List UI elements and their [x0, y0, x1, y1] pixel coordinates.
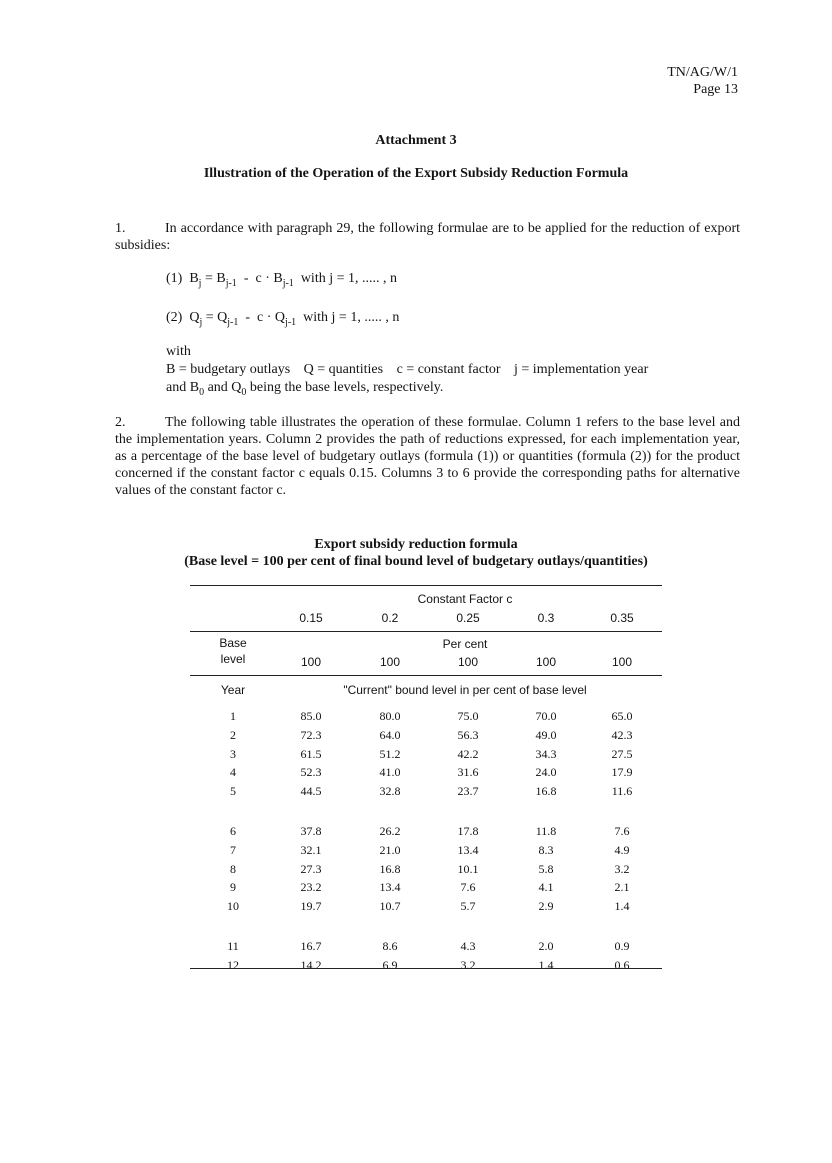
factor-header-cell: 0.3 — [537, 611, 555, 625]
paragraph-number: 2. — [115, 415, 126, 430]
value-cell: 42.2 — [457, 746, 479, 761]
base-value-cell: 100 — [611, 655, 633, 669]
value-cell: 56.3 — [457, 727, 479, 742]
value-cell: 8.3 — [538, 842, 554, 857]
value-cell: 2.0 — [538, 939, 554, 953]
document-reference: TN/AG/W/1 — [667, 65, 738, 80]
current-level-header: "Current" bound level in per cent of base level — [343, 683, 587, 697]
base-value-cell: 100 — [535, 655, 557, 669]
value-cell: 11.6 — [611, 784, 633, 799]
base-value-cell: 100 — [379, 655, 401, 669]
paragraph-2 — [115, 414, 740, 499]
per-cent-label: Per cent — [442, 637, 488, 651]
with-label: with — [166, 344, 191, 359]
value-cell: 17.9 — [611, 765, 633, 780]
value-cell: 1.4 — [614, 899, 630, 914]
value-cell: 49.0 — [535, 727, 557, 742]
value-cell: 0.9 — [614, 939, 630, 953]
constant-factor-header: Constant Factor c — [417, 592, 513, 606]
formula-1: (1) $B_j = B_{j-1} - c \cdot B_{j-1}$ with j = 1, ..... , n — [166, 271, 397, 289]
table-top-rule — [190, 585, 662, 586]
year-cell: 11 — [227, 939, 239, 953]
value-cell: 14.2 — [300, 957, 322, 972]
definitions-block — [166, 343, 648, 402]
value-cell: 23.2 — [300, 880, 322, 895]
value-cell: 5.8 — [538, 861, 554, 876]
year-cell: 7 — [230, 842, 236, 857]
value-cell: 44.5 — [300, 784, 322, 799]
factor-header-cell: 0.25 — [456, 611, 480, 625]
year-cell: 3 — [230, 746, 236, 761]
value-cell: 8.6 — [382, 939, 398, 953]
value-cell: 32.8 — [379, 784, 401, 799]
value-cell: 10.1 — [457, 861, 479, 876]
value-cell: 0.6 — [614, 957, 630, 972]
attachment-title: Attachment 3 — [375, 133, 457, 148]
value-cell: 23.7 — [457, 784, 479, 799]
value-cell: 1.4 — [538, 957, 554, 972]
table-subtitle: (Base level = 100 per cent of final bound level of budgetary outlays/quantities) — [184, 554, 648, 569]
value-cell: 16.8 — [379, 861, 401, 876]
value-cell: 85.0 — [300, 709, 322, 723]
definitions-line: B = budgetary outlays Q = quantities c = constant factor j = implementation year — [166, 362, 649, 377]
header-rule — [190, 631, 662, 632]
year-cell: 10 — [227, 899, 239, 914]
value-cell: 61.5 — [300, 746, 322, 761]
value-cell: 16.8 — [535, 784, 557, 799]
value-cell: 13.4 — [457, 842, 479, 857]
value-cell: 4.1 — [538, 880, 554, 895]
value-cell: 11.8 — [535, 824, 557, 838]
value-cell: 21.0 — [379, 842, 401, 857]
value-cell: 7.6 — [614, 824, 630, 838]
paragraph-text: The following table illustrates the operation of these formulae. Column 1 refers to the base level and the implementation years. Column 2 provides the path of reductions expressed, for each implementation year, as a percentage of the base level of budgetary outlays (formula (1)) or quantities (formula (2)) for the product concerned if the constant factor c equals 0.15. Columns 3 to 6 provide the corresponding paths for alternative values of the constant factor c. — [115, 415, 740, 498]
formula-2: (2) $Q_j = Q_{j-1} - c \cdot Q_{j-1}$ with j = 1, ..... , n — [166, 310, 400, 328]
paragraph-1 — [115, 220, 740, 254]
table-title: Export subsidy reduction formula — [314, 537, 518, 552]
value-cell: 34.3 — [535, 746, 557, 761]
value-cell: 26.2 — [379, 824, 401, 838]
value-cell: 19.7 — [300, 899, 322, 914]
value-cell: 72.3 — [300, 727, 322, 742]
value-cell: 32.1 — [300, 842, 322, 857]
value-cell: 4.3 — [460, 939, 476, 953]
year-cell: 12 — [227, 957, 239, 972]
value-cell: 37.8 — [300, 824, 322, 838]
base-rule — [190, 675, 662, 676]
value-cell: 27.3 — [300, 861, 322, 876]
base-value-cell: 100 — [457, 655, 479, 669]
year-cell: 6 — [230, 824, 236, 838]
value-cell: 65.0 — [611, 709, 633, 723]
value-cell: 2.9 — [538, 899, 554, 914]
year-cell: 1 — [230, 709, 236, 723]
year-header: Year — [220, 683, 246, 697]
year-cell: 4 — [230, 765, 236, 780]
value-cell: 27.5 — [611, 746, 633, 761]
base-value-cell: 100 — [300, 655, 322, 669]
value-cell: 13.4 — [379, 880, 401, 895]
value-cell: 70.0 — [535, 709, 557, 723]
year-cell: 8 — [230, 861, 236, 876]
table-bottom-rule — [190, 968, 662, 969]
value-cell: 10.7 — [379, 899, 401, 914]
page-header — [667, 64, 738, 98]
value-cell: 75.0 — [457, 709, 479, 723]
factor-header-cell: 0.15 — [299, 611, 323, 625]
value-cell: 16.7 — [300, 939, 322, 953]
paragraph-number: 1. — [115, 221, 126, 236]
value-cell: 4.9 — [614, 842, 630, 857]
year-cell: 5 — [230, 784, 236, 799]
value-cell: 52.3 — [300, 765, 322, 780]
paragraph-text: In accordance with paragraph 29, the following formulae are to be applied for the reduction of export subsidies: — [115, 221, 740, 253]
base-label: Base — [219, 636, 247, 650]
factor-header-cell: 0.35 — [610, 611, 634, 625]
value-cell: 6.9 — [382, 957, 398, 972]
value-cell: 17.8 — [457, 824, 479, 838]
value-cell: 5.7 — [460, 899, 476, 914]
value-cell: 64.0 — [379, 727, 401, 742]
value-cell: 80.0 — [379, 709, 401, 723]
page-number: Page 13 — [693, 82, 738, 97]
year-cell: 9 — [230, 880, 236, 895]
value-cell: 31.6 — [457, 765, 479, 780]
value-cell: 24.0 — [535, 765, 557, 780]
base-level-label: level — [220, 652, 246, 666]
value-cell: 51.2 — [379, 746, 401, 761]
base-levels-line: and $B_0$ and $Q_0$ being the base levels, respectively. — [166, 380, 444, 398]
main-title: Illustration of the Operation of the Export Subsidy Reduction Formula — [203, 166, 629, 181]
value-cell: 3.2 — [460, 957, 476, 972]
factor-header-cell: 0.2 — [381, 611, 399, 625]
year-cell: 2 — [230, 727, 236, 742]
value-cell: 2.1 — [614, 880, 630, 895]
value-cell: 3.2 — [614, 861, 630, 876]
value-cell: 42.3 — [611, 727, 633, 742]
value-cell: 7.6 — [460, 880, 476, 895]
value-cell: 41.0 — [379, 765, 401, 780]
